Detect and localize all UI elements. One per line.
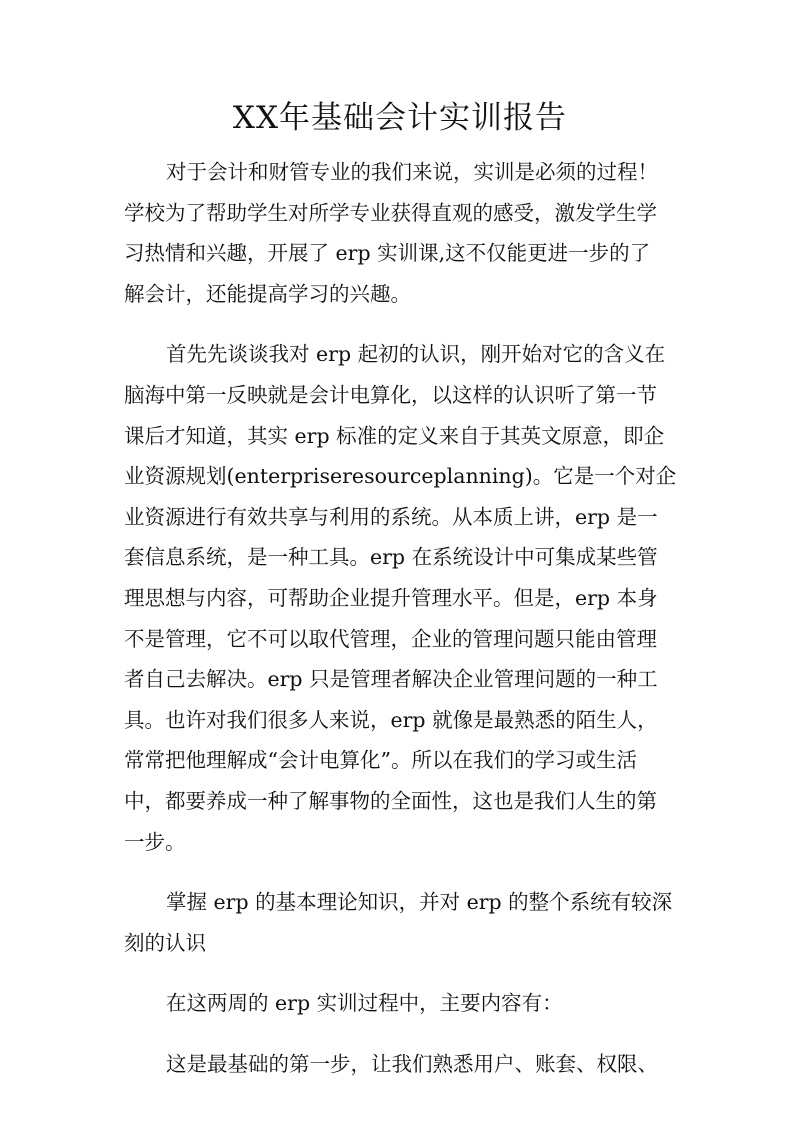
document-title: XX年基础会计实训报告 [232, 100, 568, 136]
paragraph-spacer [124, 314, 680, 334]
paragraph-intro [124, 152, 680, 314]
paragraph-line: 刻的认识 [124, 930, 206, 955]
paragraph-line: 掌握 erp 的基本理论知识，并对 erp 的整个系统有较深 [166, 890, 673, 915]
paragraph-line: 套信息系统，是一种工具。erp 在系统设计中可集成某些管 [124, 545, 658, 570]
paragraph-line: 学校为了帮助学生对所学专业获得直观的感受，激发学生学 [124, 200, 657, 225]
paragraph-first-step [124, 1044, 680, 1085]
paragraph-line: 习热情和兴趣，开展了 erp 实训课,这不仅能更进一步的了 [124, 241, 651, 266]
paragraph-line: 理思想与内容，可帮助企业提升管理水平。但是，erp 本身 [124, 585, 658, 610]
paragraph-line: 脑海中第一反映就是会计电算化，以这样的认识听了第一节 [124, 382, 657, 407]
paragraph-spacer [124, 1024, 680, 1044]
paragraph-line: 这是最基础的第一步，让我们熟悉用户、账套、权限、 [166, 1051, 658, 1076]
paragraph-line: 一步。 [124, 829, 186, 854]
paragraph-line: 课后才知道，其实 erp 标准的定义来自于其英文原意，即企 [124, 423, 665, 448]
paragraph-line: 不是管理，它不可以取代管理，企业的管理问题只能由管理 [124, 626, 657, 651]
paragraph-spacer [124, 862, 680, 882]
paragraph-training-content [124, 983, 680, 1024]
paragraph-line: 中，都要养成一种了解事物的全面性，这也是我们人生的第 [124, 788, 657, 813]
paragraph-line: 对于会计和财管专业的我们来说，实训是必须的过程！ [166, 160, 658, 184]
paragraph-line: 具。也许对我们很多人来说，erp 就像是最熟悉的陌生人， [124, 707, 658, 732]
paragraph-line: 业资源进行有效共享与利用的系统。从本质上讲，erp 是一 [124, 504, 658, 529]
paragraph-line: 业资源规划(enterpriseresourceplanning)。它是一个对企 [124, 464, 677, 489]
paragraph-line: 常常把他理解成“会计电算化”。所以在我们的学习或生活 [124, 748, 637, 773]
document-body [124, 152, 680, 1084]
paragraph-line: 在这两周的 erp 实训过程中，主要内容有： [166, 991, 563, 1016]
paragraph-line: 解会计，还能提高学习的兴趣。 [124, 281, 411, 306]
paragraph-spacer [124, 963, 680, 983]
paragraph-erp-understanding [124, 334, 680, 862]
paragraph-master-basics [124, 882, 680, 963]
paragraph-line: 首先先谈谈我对 erp 起初的认识，刚开始对它的含义在 [166, 342, 666, 367]
paragraph-line: 者自己去解决。erp 只是管理者解决企业管理问题的一种工 [124, 667, 658, 692]
